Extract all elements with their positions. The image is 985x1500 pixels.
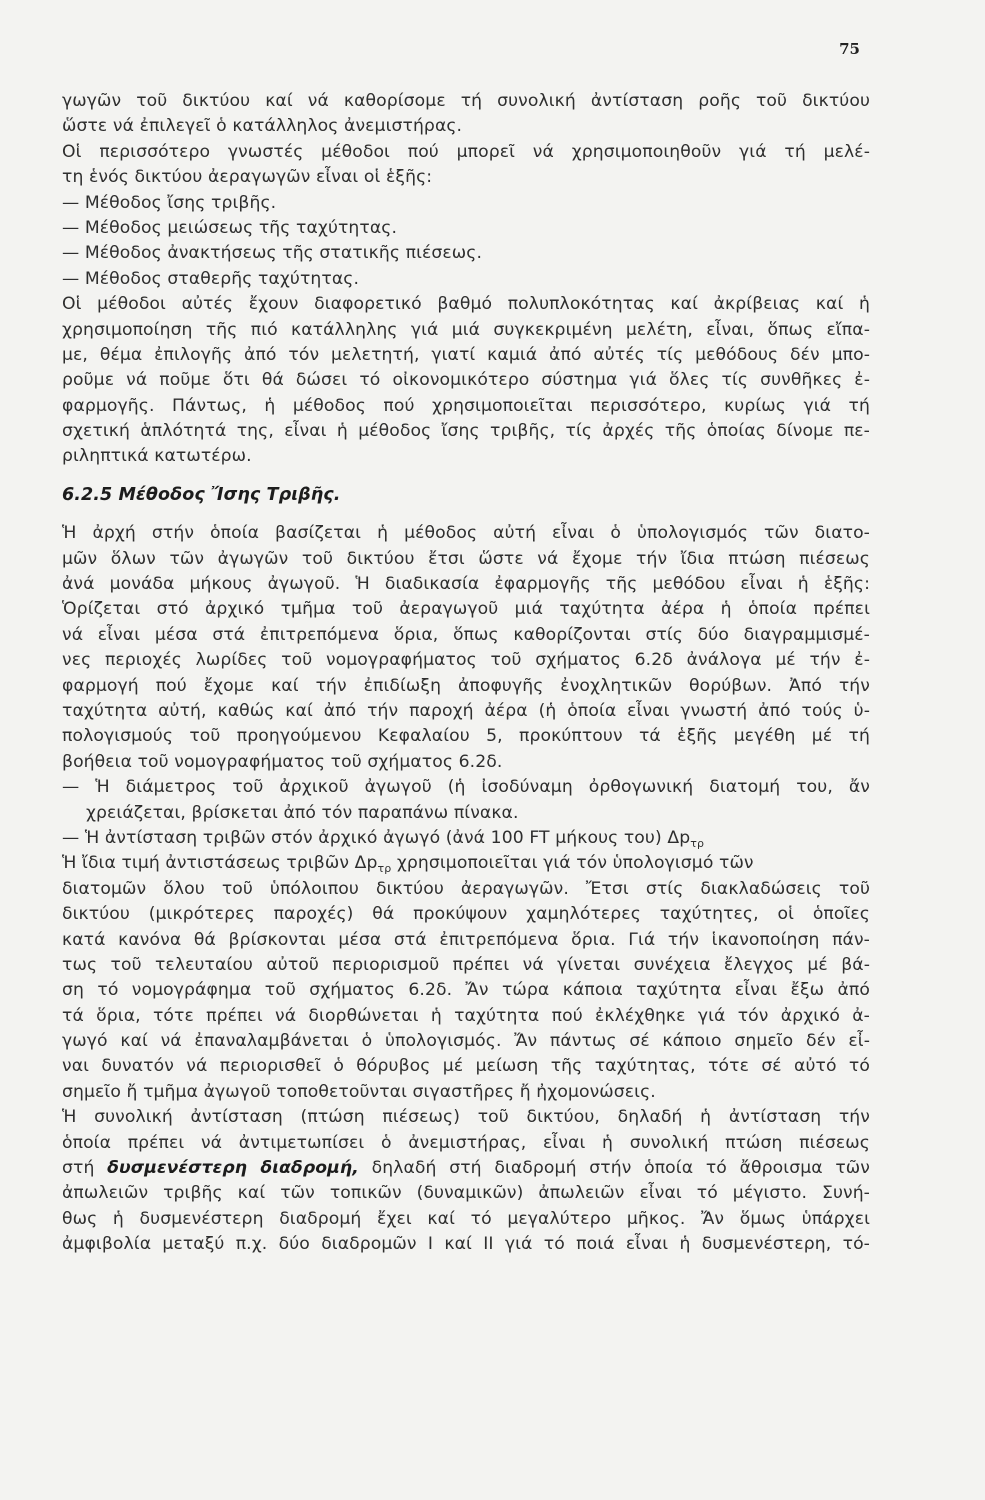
text-line: ἀπωλειῶν τριβῆς καί τῶν τοπικῶν (δυναμικῶν) ἀπωλειῶν εἶναι τό μέγιστο. Συνή- (62, 1183, 870, 1204)
subscript: τρ (377, 862, 392, 876)
text-line: κατά κανόνα θά βρίσκονται μέσα στά ἐπιτρεπόμενα ὅρια. Γιά τήν ἱκανοποίηση πάν- (62, 929, 870, 950)
text-line: τη ἑνός δικτύου ἀεραγωγῶν εἶναι οἱ ἑξῆς: (62, 167, 433, 188)
text-line: τως τοῦ τελευταίου αὐτοῦ περιορισμοῦ πρέπει νά γίνεται συνέχεια ἔλεγχος μέ βά- (62, 954, 870, 975)
text-line: πολογισμούς τοῦ προηγούμενου Κεφαλαίου 5, προκύπτουν τά ἑξῆς μεγέθη μέ τή (62, 726, 870, 747)
text-line: ἀνά μονάδα μήκους ἀγωγοῦ. Ἡ διαδικασία ἐφαρμογῆς τῆς μεθόδου εἶναι ἡ ἑξῆς: (62, 574, 870, 595)
text-line: σημεῖο ἤ τμῆμα ἀγωγοῦ τοποθετοῦνται σιγαστῆρες ἤ ἠχομονώσεις. (62, 1081, 656, 1102)
text-line: ὥστε νά ἐπιλεγεῖ ὁ κατάλληλος ἀνεμιστήρας. (62, 116, 463, 137)
text-line: ση τό νομογράφημα τοῦ σχήματος 6.2δ. Ἄν τώρα κάποια ταχύτητα εἶναι ἔξω ἀπό (62, 980, 870, 1001)
text-line: φαρμογῆς. Πάντως, ἡ μέθοδος πού χρησιμοποιεῖται περισσότερο, κυρίως γιά τή (62, 395, 870, 416)
text-span: — Ἡ ἀντίσταση τριβῶν στόν ἀρχικό ἀγωγό (ἀνά 100 FT μήκους του) Δp (62, 827, 691, 848)
text-line: Ἡ ἀρχή στήν ὁποία βασίζεται ἡ μέθοδος αὐτή εἶναι ὁ ὑπολογισμός τῶν διατο- (62, 523, 870, 544)
text-line: γωγῶν τοῦ δικτύου καί νά καθορίσομε τή συνολική ἀντίσταση ροῆς τοῦ δικτύου (62, 91, 870, 111)
text-line: νά εἶναι μέσα στά ἐπιτρεπόμενα ὅρια, ὅπως καθορίζονται στίς δύο διαγραμμισμέ- (62, 624, 870, 645)
text-line: Ὁρίζεται στό ἀρχικό τμῆμα τοῦ ἀεραγωγοῦ μιά ταχύτητα ἀέρα ἡ ὁποία πρέπει (62, 599, 870, 620)
list-item (62, 826, 870, 851)
subscript: τρ (690, 836, 705, 850)
text-span: χρησιμοποιεῖται γιά τόν ὑπολογισμό τῶν (391, 853, 754, 874)
text-line: νες περιοχές λωρίδες τοῦ νομογραφήματος τοῦ σχήματος 6.2δ ἀνάλογα μέ τήν ἐ- (62, 650, 870, 671)
list-item: — Μέθοδος μειώσεως τῆς ταχύτητας. (62, 217, 398, 238)
text-line: ριληπτικά κατωτέρω. (62, 446, 252, 467)
text-line: διατομῶν ὅλου τοῦ ὑπόλοιπου δικτύου ἀεραγωγῶν. Ἔτσι στίς διακλαδώσεις τοῦ (62, 878, 870, 899)
text-line: με, θέμα ἐπιλογῆς ἀπό τόν μελετητή, γιατί καμιά ἀπό αὐτές τίς μεθόδους δέν μπο- (62, 344, 870, 365)
page-number: 75 (839, 40, 860, 58)
list-item: — Ἡ διάμετρος τοῦ ἀρχικοῦ ἀγωγοῦ (ἡ ἰσοδύναμη ὀρθογωνική διατομή του, ἄν (62, 777, 870, 798)
text-line: ἀμφιβολία μεταξύ π.χ. δύο διαδρομῶν Ι καί ΙΙ γιά τό ποιά εἶναι ἡ δυσμενέστερη, τό- (62, 1234, 870, 1255)
text-line: ναι δυνατόν νά περιορισθεῖ ὁ θόρυβος μέ μείωση τῆς ταχύτητας, τότε σέ αὐτό τό (62, 1056, 870, 1077)
text-line (62, 851, 870, 876)
text-line: μῶν ὅλων τῶν ἀγωγῶν τοῦ δικτύου ἔτσι ὥστε νά ἔχομε τήν ἴδια πτώση πιέσεως (62, 548, 870, 569)
text-line: ταχύτητα αὐτή, καθώς καί ἀπό τήν παροχή ἀέρα (ἡ ὁποία εἶναι γνωστή ἀπό τούς ὑ- (62, 700, 870, 721)
text-line: θως ἡ δυσμενέστερη διαδρομή ἔχει καί τό μεγαλύτερο μῆκος. Ἄν ὅμως ὑπάρχει (62, 1208, 870, 1229)
text-line: χρησιμοποίηση τῆς πιό κατάλληλης γιά μιά συγκεκριμένη μελέτη, εἶναι, ὅπως εἴπα- (62, 319, 870, 340)
list-item: — Μέθοδος ἴσης τριβῆς. (62, 192, 277, 213)
text-line: Οἱ μέθοδοι αὐτές ἔχουν διαφορετικό βαθμό πολυπλοκότητας καί ἀκρίβειας καί ἡ (62, 294, 870, 315)
text-line: σχετική ἁπλότητά της, εἶναι ἡ μέθοδος ἴσης τριβῆς, τίς ἀρχές τῆς ὁποίας δίνομε πε- (62, 421, 870, 442)
text-line: ροῦμε νά ποῦμε ὅτι θά δώσει τό οἰκονομικότερο σύστημα γιά ὅλες τίς συνθῆκες ἐ- (62, 370, 870, 391)
text-line: βοήθεια τοῦ νομογραφήματος τοῦ σχήματος 6.2δ. (62, 751, 503, 772)
list-item: — Μέθοδος ἀνακτήσεως τῆς στατικῆς πιέσεως. (62, 243, 483, 264)
text-line (62, 1156, 870, 1181)
text-span: δηλαδή στή διαδρομή στήν ὁποία τό ἄθροισμα τῶν (358, 1158, 870, 1179)
text-line: δικτύου (μικρότερες παροχές) θά προκύψουν χαμηλότερες ταχύτητες, οἱ ὁποῖες (62, 904, 870, 925)
emphasis-text: δυσμενέστερη διαδρομή, (107, 1158, 359, 1179)
text-line: Οἱ περισσότερο γνωστές μέθοδοι πού μπορεῖ νά χρησιμοποιηθοῦν γιά τή μελέ- (62, 141, 870, 162)
text-line: τά ὅρια, τότε πρέπει νά διορθώνεται ἡ ταχύτητα πού ἐκλέχθηκε γιά τόν ἀρχικό ἀ- (62, 1005, 870, 1026)
text-line: γωγό καί νά ἐπαναλαμβάνεται ὁ ὑπολογισμός. Ἄν πάντως σέ κάποιο σημεῖο δέν εἶ- (62, 1031, 870, 1052)
text-line: φαρμογή πού ἔχομε καί τήν ἐπιδίωξη ἀποφυγῆς ἐνοχλητικῶν θορύβων. Ἀπό τήν (62, 675, 870, 696)
body-text (62, 89, 870, 1258)
text-line: ὁποία πρέπει νά ἀντιμετωπίσει ὁ ἀνεμιστήρας, εἶναι ἡ συνολική πτώση πιέσεως (62, 1132, 870, 1153)
list-item: — Μέθοδος σταθερῆς ταχύτητας. (62, 268, 360, 289)
text-line: χρειάζεται, βρίσκεται ἀπό τόν παραπάνω πίνακα. (86, 802, 519, 823)
text-span: Ἡ ἴδια τιμή ἀντιστάσεως τριβῶν Δp (62, 853, 378, 874)
section-heading: 6.2.5 Μέθοδος Ἴσης Τριβῆς. (62, 484, 341, 505)
text-span: στή (62, 1158, 108, 1179)
text-line: Ἡ συνολική ἀντίσταση (πτώση πιέσεως) τοῦ δικτύου, δηλαδή ἡ ἀντίσταση τήν (62, 1107, 870, 1128)
